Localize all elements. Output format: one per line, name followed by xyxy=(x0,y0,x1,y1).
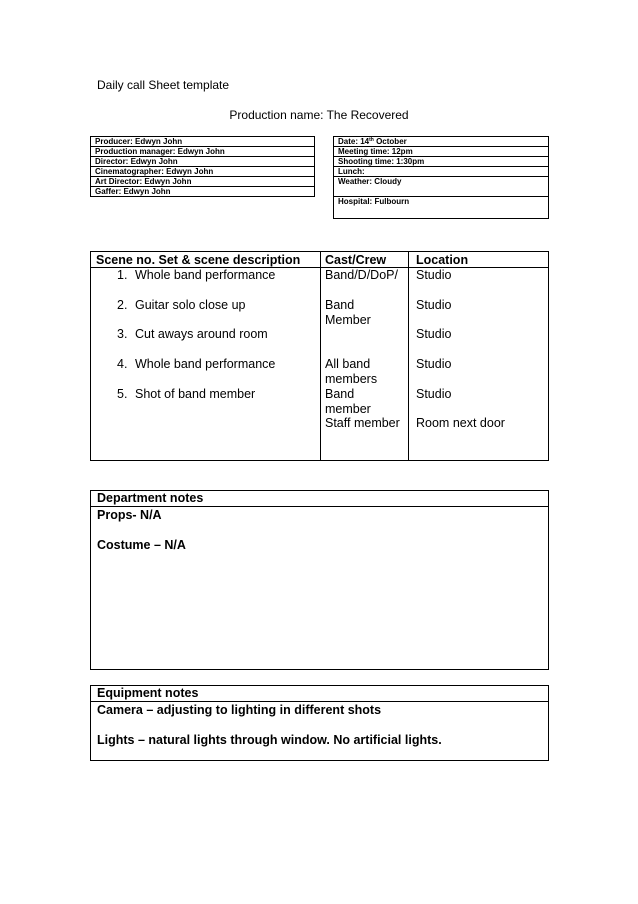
template-title: Daily call Sheet template xyxy=(97,78,230,92)
scenes-table xyxy=(90,251,549,461)
scene-cast: members xyxy=(325,372,378,386)
scene-description: Shot of band member xyxy=(135,387,256,401)
scene-location: Studio xyxy=(416,298,452,312)
scene-location: Studio xyxy=(416,357,452,371)
lights-note: Lights – natural lights through window. No artificial lights. xyxy=(97,733,442,747)
meeting-time: Meeting time: 12pm xyxy=(334,147,549,157)
column-divider xyxy=(320,252,321,460)
scene-number: 5. xyxy=(117,387,128,401)
schedule-table xyxy=(333,136,549,219)
shooting-time: Shooting time: 1:30pm xyxy=(334,157,549,167)
scene-description: Whole band performance xyxy=(135,357,276,371)
hospital: Hospital: Fulbourn xyxy=(334,197,549,219)
lunch: Lunch: xyxy=(334,167,549,177)
production-manager: Production manager: Edwyn John xyxy=(91,147,315,157)
location-header: Location xyxy=(416,253,469,267)
scene-location: Room next door xyxy=(416,416,505,430)
scene-location: Studio xyxy=(416,268,452,282)
costume-note: Costume – N/A xyxy=(97,538,186,552)
cast-header: Cast/Crew xyxy=(325,253,387,267)
scene-cast: Band xyxy=(325,298,355,312)
scene-cast: member xyxy=(325,402,371,416)
scene-cast: All band xyxy=(325,357,371,371)
director: Director: Edwyn John xyxy=(91,157,315,167)
equipment-notes-box xyxy=(90,685,549,761)
scene-cast: Band xyxy=(325,387,355,401)
camera-note: Camera – adjusting to lighting in different shots xyxy=(97,703,382,717)
date: Date: 14th October xyxy=(334,137,549,147)
cinematographer: Cinematographer: Edwyn John xyxy=(91,167,315,177)
crew-table xyxy=(90,136,315,197)
scene-cast: Member xyxy=(325,313,371,327)
scene-description: Whole band performance xyxy=(135,268,276,282)
scene-cast: Band/D/DoP/ xyxy=(325,268,398,282)
scene-description: Cut aways around room xyxy=(135,327,268,341)
scene-description: Guitar solo close up xyxy=(135,298,246,312)
column-divider xyxy=(408,252,409,460)
department-notes-box xyxy=(90,490,549,670)
scene-header: Scene no. Set & scene description xyxy=(96,253,301,267)
scene-number: 1. xyxy=(117,268,128,282)
production-name: Production name: The Recovered xyxy=(229,108,409,122)
scene-cast: Staff member xyxy=(325,416,400,430)
props-note: Props- N/A xyxy=(97,508,162,522)
scene-location: Studio xyxy=(416,327,452,341)
scene-location: Studio xyxy=(416,387,452,401)
weather: Weather: Cloudy xyxy=(334,177,549,197)
scene-number: 4. xyxy=(117,357,128,371)
gaffer: Gaffer: Edwyn John xyxy=(91,187,315,197)
art-director: Art Director: Edwyn John xyxy=(91,177,315,187)
scene-number: 2. xyxy=(117,298,128,312)
scene-number: 3. xyxy=(117,327,128,341)
equipment-notes-title: Equipment notes xyxy=(91,686,548,702)
department-notes-title: Department notes xyxy=(91,491,548,507)
producer: Producer: Edwyn John xyxy=(91,137,315,147)
